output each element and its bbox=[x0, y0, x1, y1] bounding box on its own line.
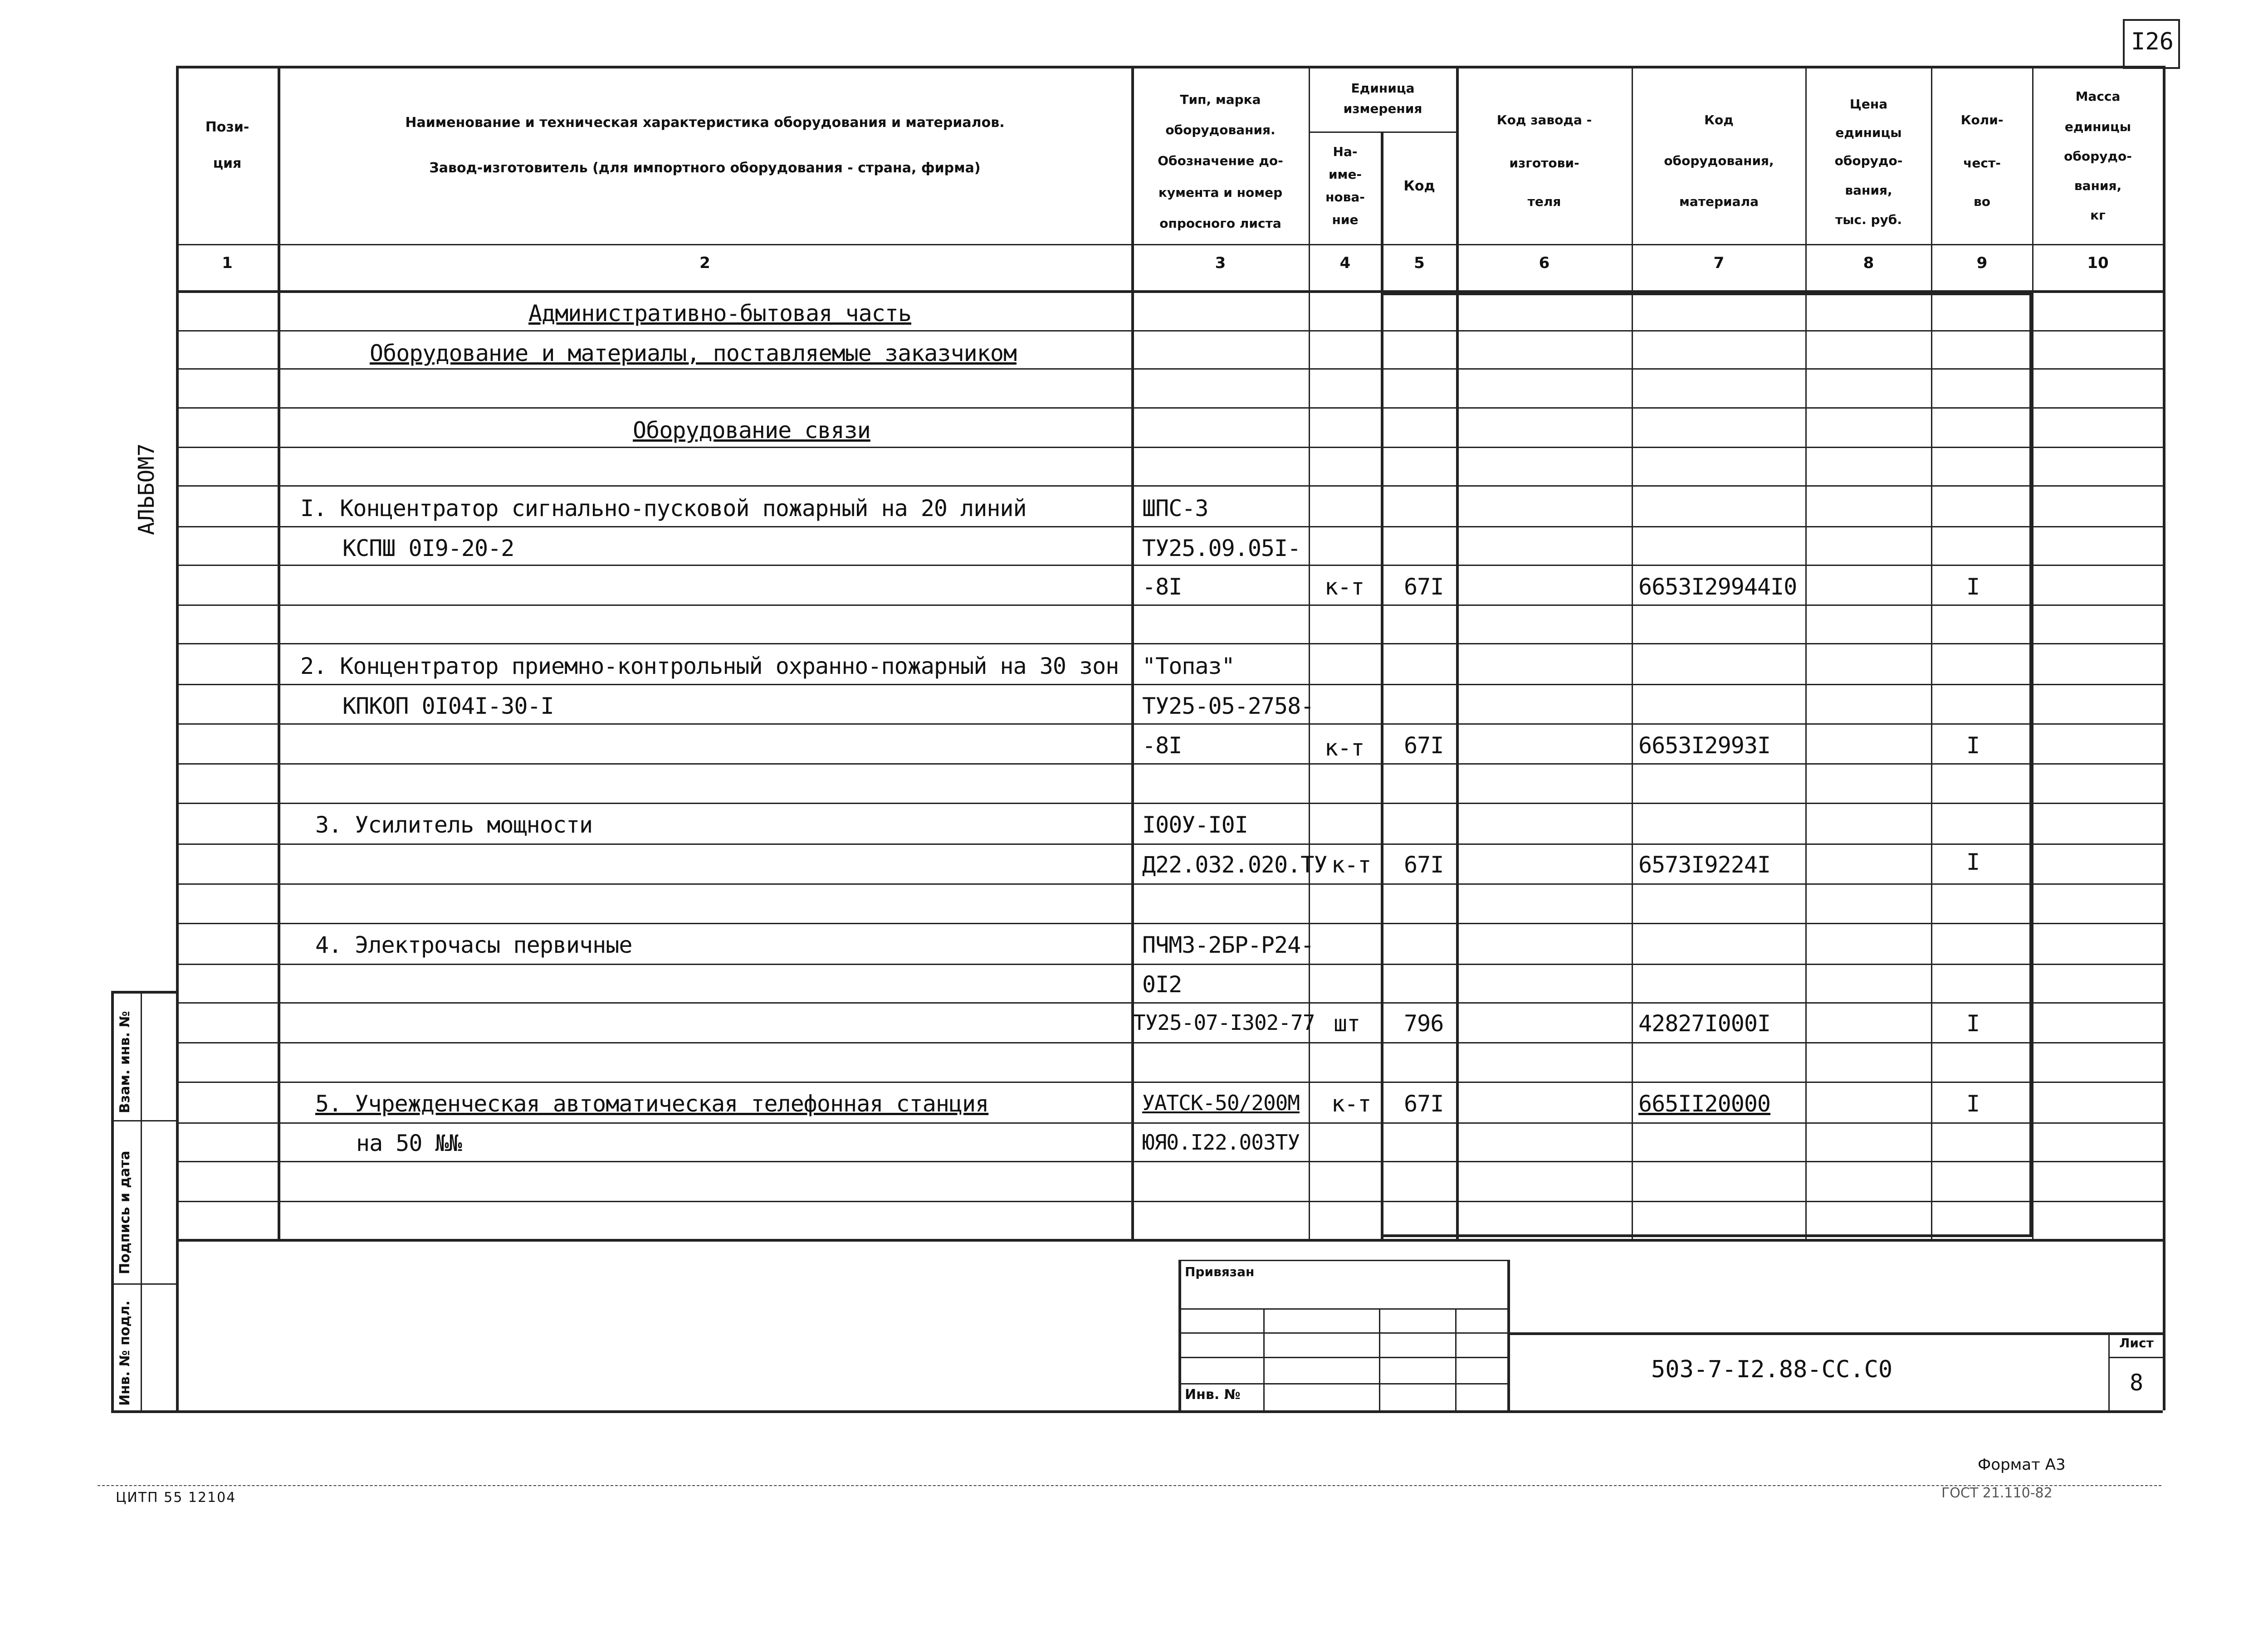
item1-type-line1: ШПС-3 bbox=[1142, 495, 1208, 522]
item3-unit: к-т bbox=[1331, 852, 1371, 878]
colnum-3: 3 bbox=[1215, 254, 1226, 272]
item2-qty: I bbox=[1966, 732, 1980, 759]
colnum-10: 10 bbox=[2087, 254, 2109, 272]
header-plant-code-line3: теля bbox=[1527, 194, 1561, 209]
stamp-signature-date: Подпись и дата bbox=[117, 1150, 133, 1274]
stamp-original-inv: Инв. № подл. bbox=[117, 1300, 133, 1406]
item3-type-line1: I00У-I0I bbox=[1142, 812, 1248, 838]
colnum-2: 2 bbox=[699, 254, 710, 272]
item5-unit-code: 67I bbox=[1404, 1091, 1444, 1117]
item2-type-line2: ТУ25-05-2758- bbox=[1142, 693, 1314, 719]
footer-gost: ГОСТ 21.110-82 bbox=[1941, 1485, 2053, 1501]
item2-type-line3: -8I bbox=[1142, 732, 1182, 759]
section-title-customer-supplied: Оборудование и материалы, поставляемые заказчиком bbox=[370, 340, 1017, 366]
item5-type-line2: ЮЯ0.I22.003ТУ bbox=[1142, 1130, 1300, 1155]
colnum-6: 6 bbox=[1539, 254, 1550, 272]
header-qty-line2: чест- bbox=[1963, 156, 2001, 171]
header-plant-code-line1: Код завода - bbox=[1496, 112, 1592, 127]
header-type-line4: кумента и номер bbox=[1158, 185, 1283, 200]
item4-unit: шт bbox=[1334, 1010, 1360, 1037]
header-unit-code: Код bbox=[1403, 178, 1435, 194]
item5-name-line1: 5. Учрежденческая автоматическая телефонная станция bbox=[315, 1091, 989, 1117]
header-name-line1: Наименование и техническая характеристика оборудования и материалов. bbox=[405, 115, 1005, 131]
item4-type-line2: 0I2 bbox=[1142, 971, 1182, 998]
item4-name-line1: 4. Электрочасы первичные bbox=[315, 932, 632, 958]
item3-equip-code: 6573I9224I bbox=[1638, 852, 1771, 878]
header-unit-name-line2: име- bbox=[1328, 167, 1362, 182]
item4-unit-code: 796 bbox=[1404, 1010, 1444, 1037]
header-position-line2: ция bbox=[213, 156, 242, 171]
header-price-line4: вания, bbox=[1845, 183, 1892, 198]
item1-type-line3: -8I bbox=[1142, 574, 1182, 600]
header-equip-code-line1: Код bbox=[1704, 112, 1734, 127]
colnum-1: 1 bbox=[222, 254, 233, 272]
item2-unit: к-т bbox=[1325, 735, 1364, 761]
item2-name-line2: КПКОП 0I04I-30-I bbox=[342, 693, 554, 719]
colnum-5: 5 bbox=[1414, 254, 1425, 272]
item3-qty: I bbox=[1966, 849, 1980, 875]
header-unit-name-line1: На- bbox=[1333, 144, 1358, 159]
header-type-line3: Обозначение до- bbox=[1158, 153, 1283, 168]
colnum-9: 9 bbox=[1976, 254, 1988, 272]
sheet-label: Лист bbox=[2119, 1336, 2154, 1350]
header-type-line2: оборудования. bbox=[1165, 122, 1276, 137]
colnum-7: 7 bbox=[1713, 254, 1725, 272]
item1-unit-code: 67I bbox=[1404, 574, 1444, 600]
header-name-line2: Завод-изготовитель (для импортного оборудования - страна, фирма) bbox=[429, 160, 981, 176]
header-unit-group-line1: Единица bbox=[1351, 81, 1415, 96]
item5-equip-code: 665II20000 bbox=[1638, 1091, 1771, 1117]
item2-equip-code: 6653I2993I bbox=[1638, 732, 1771, 759]
header-price-line2: единицы bbox=[1835, 125, 1902, 140]
header-position-line1: Пози- bbox=[205, 119, 249, 135]
item5-unit: к-т bbox=[1331, 1091, 1371, 1117]
item3-unit-code: 67I bbox=[1404, 852, 1444, 878]
bound-label: Привязан bbox=[1185, 1264, 1255, 1279]
header-equip-code-line3: материала bbox=[1679, 194, 1759, 209]
item4-qty: I bbox=[1966, 1010, 1980, 1037]
colnum-8: 8 bbox=[1863, 254, 1874, 272]
item1-unit: к-т bbox=[1325, 574, 1364, 600]
header-type-line5: опросного листа bbox=[1159, 216, 1281, 231]
item2-type-line1: "Топаз" bbox=[1142, 653, 1235, 679]
header-mass-line4: вания, bbox=[2074, 178, 2122, 193]
colnum-4: 4 bbox=[1339, 254, 1351, 272]
header-price-line3: оборудо- bbox=[1834, 153, 1903, 168]
sheet-value: 8 bbox=[2129, 1370, 2144, 1396]
item1-equip-code: 6653I29944I0 bbox=[1638, 574, 1797, 600]
item1-name-line1: I. Концентратор сигнально-пусковой пожарный на 20 линий bbox=[300, 495, 1026, 522]
item5-qty: I bbox=[1966, 1091, 1980, 1117]
header-price-line1: Цена bbox=[1849, 97, 1888, 112]
document-code: 503-7-I2.88-СС.С0 bbox=[1651, 1356, 1893, 1383]
footer-left-code: ЦИТП 55 12104 bbox=[116, 1490, 236, 1506]
header-price-line5: тыс. руб. bbox=[1835, 212, 1902, 227]
header-unit-name-line3: нова- bbox=[1325, 190, 1365, 205]
item3-type-line2: Д22.032.020.ТУ bbox=[1142, 852, 1327, 878]
item2-unit-code: 67I bbox=[1404, 732, 1444, 759]
top-sheet-number: I26 bbox=[2131, 28, 2174, 55]
item5-type-line1: УАТСК-50/200М bbox=[1142, 1091, 1300, 1115]
item1-type-line2: ТУ25.09.05I- bbox=[1142, 535, 1301, 561]
item3-name-line1: 3. Усилитель мощности bbox=[315, 812, 593, 838]
header-mass-line5: кг bbox=[2090, 208, 2106, 223]
header-unit-name-line4: ние bbox=[1332, 212, 1359, 227]
header-type-line1: Тип, марка bbox=[1180, 92, 1261, 107]
item5-name-line2: на 50 №№ bbox=[356, 1130, 462, 1156]
header-equip-code-line2: оборудования, bbox=[1664, 153, 1774, 168]
item1-qty: I bbox=[1966, 574, 1980, 600]
header-mass-line1: Масса bbox=[2075, 89, 2121, 104]
section-title-communications: Оборудование связи bbox=[633, 417, 870, 444]
header-mass-line3: оборудо- bbox=[2064, 149, 2132, 164]
album-label: АЛЬБОМ7 bbox=[134, 443, 159, 535]
item2-name-line1: 2. Концентратор приемно-контрольный охранно-пожарный на 30 зон bbox=[300, 653, 1119, 679]
section-title-admin: Административно-бытовая часть bbox=[528, 300, 911, 327]
header-unit-group-line2: измерения bbox=[1343, 101, 1422, 116]
item4-equip-code: 42827I000I bbox=[1638, 1010, 1771, 1037]
inv-label: Инв. № bbox=[1185, 1387, 1241, 1403]
header-qty-line1: Коли- bbox=[1960, 112, 2004, 127]
item4-type-line3: ТУ25-07-I302-77 bbox=[1133, 1010, 1315, 1035]
header-plant-code-line2: изготови- bbox=[1509, 156, 1579, 171]
item4-type-line1: ПЧМЗ-2БР-Р24- bbox=[1142, 932, 1314, 958]
header-mass-line2: единицы bbox=[2064, 119, 2131, 134]
header-qty-line3: во bbox=[1974, 194, 1990, 209]
stamp-replacement-inv: Взам. инв. № bbox=[117, 1011, 133, 1113]
item1-name-line2: КСПШ 0I9-20-2 bbox=[342, 535, 514, 561]
footer-format: Формат А3 bbox=[1978, 1456, 2066, 1474]
